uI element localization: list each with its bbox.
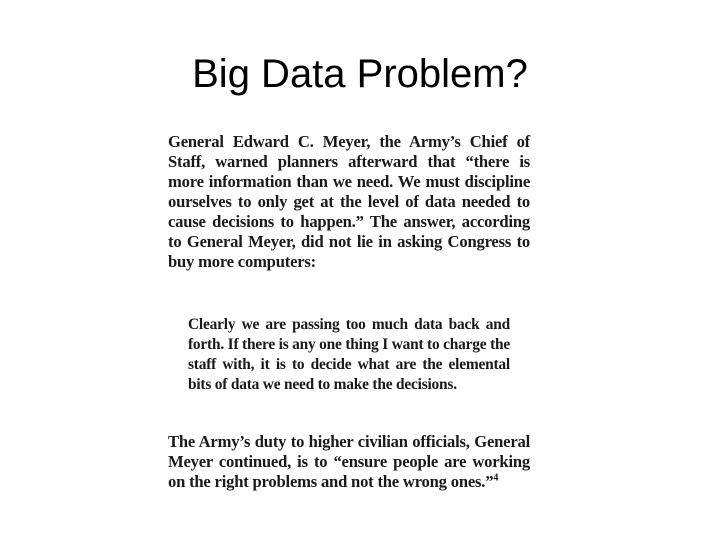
- slide-title: Big Data Problem?: [192, 52, 528, 96]
- excerpt-block-quote: Clearly we are passing too much data back and forth. If there is any one thing I want to charge the staff with, it is to decide what are the elemental bits of data we need to make the decisions.: [188, 316, 510, 393]
- excerpt-paragraph-3: [168, 432, 530, 492]
- footnote-marker: 4: [493, 472, 499, 484]
- excerpt-paragraph-3-text: The Army’s duty to higher civilian officials, General Meyer continued, is to “ensure people are working on the right problems and not the wrong ones.”: [168, 432, 530, 491]
- excerpt-paragraph-1: General Edward C. Meyer, the Army’s Chief of Staff, warned planners afterward that “there is more information than we need. We must discipline ourselves to only get at the level of data needed to cause decisions to happen.” The answer, according to General Meyer, did not lie in asking Congress to buy more computers:: [168, 132, 530, 271]
- scanned-text-excerpt: [168, 126, 534, 518]
